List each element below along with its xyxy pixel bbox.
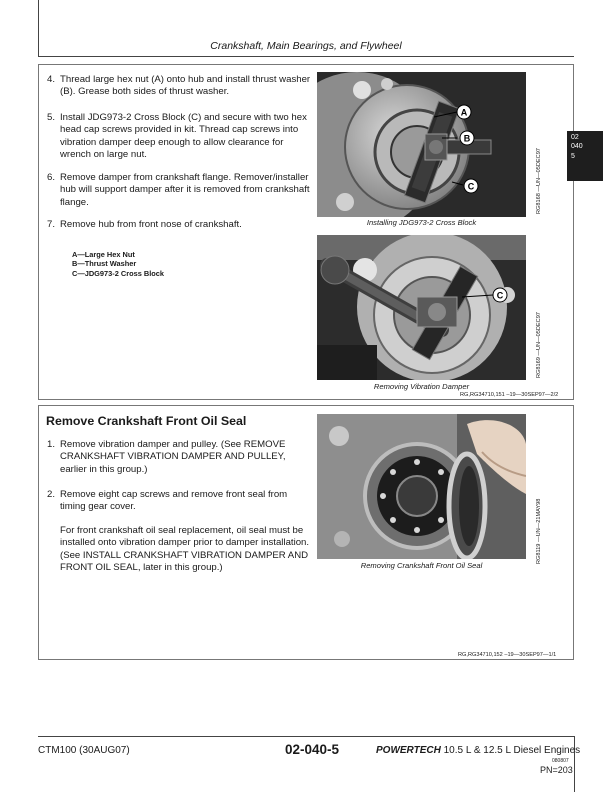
step-text: Remove hub from front nose of crankshaft.	[60, 219, 242, 230]
tab-line: 02	[571, 134, 579, 141]
print-date: 080807	[552, 758, 569, 764]
pn-number: PN=203	[540, 765, 573, 775]
engine-text: 10.5 L & 12.5 L Diesel Engines	[440, 745, 581, 756]
callout-legend	[72, 250, 164, 278]
step-number: 7.	[47, 219, 56, 230]
page-header-title: Crankshaft, Main Bearings, and Flywheel	[210, 40, 402, 52]
damper-removal-illustration	[317, 235, 526, 380]
tab-line: 040	[571, 143, 583, 151]
legend-item-a: A—Large Hex Nut	[72, 250, 135, 259]
step-text: Remove eight cap screws and remove front seal from timing gear cover.	[60, 489, 288, 513]
step-7	[47, 219, 312, 231]
step-number: 5.	[47, 112, 56, 123]
reference-code: RG,RG34710,152 –19—30SEP97—1/1	[458, 652, 557, 658]
footer-rule	[38, 736, 575, 737]
section-title: Remove Crankshaft Front Oil Seal	[46, 414, 247, 428]
tab-line: 5	[571, 152, 575, 160]
step-number: 4.	[47, 74, 56, 85]
step-5	[47, 112, 312, 162]
step-note	[47, 525, 312, 575]
page-number: 02-040-5	[285, 742, 340, 757]
photo-code: RG8169 —UN—05DEC97	[536, 312, 542, 378]
photo-code: RG8119 —UN—21MAY98	[536, 498, 542, 564]
photo-caption: Removing Vibration Damper	[373, 382, 470, 391]
step-4	[47, 74, 312, 99]
brand-name: POWERTECH	[376, 745, 441, 756]
photo-caption: Removing Crankshaft Front Oil Seal	[360, 561, 483, 570]
reference-code: RG,RG34710,151 –19—30SEP97—2/2	[460, 392, 559, 398]
photo-code: RG8168 —UN—05DEC97	[536, 148, 542, 214]
engine-title	[376, 745, 580, 756]
step-text: Install JDG973-2 Cross Block (C) and secure with two hex head cap screws provided in kit. Thread cap screws into vibration damper deep enough to allow clearance for wrench on large nut.	[60, 112, 307, 161]
note-text: For front crankshaft oil seal replacement, oil seal must be installed onto vibration damper prior to damper installation. (See INSTALL CRANKSHAFT VIBRATION DAMPER AND FRONT OIL SEAL, later in this group.)	[60, 525, 310, 574]
step-number: 6.	[47, 172, 56, 183]
photo-caption: Installing JDG973-2 Cross Block	[366, 218, 477, 227]
callout-b-label: B	[463, 133, 471, 144]
callout-c-label: C	[467, 181, 475, 192]
photo-removing-vibration-damper	[317, 235, 526, 380]
step-1	[47, 439, 312, 476]
legend-item-c: C—JDG973-2 Cross Block	[72, 268, 165, 278]
step-text: Thread large hex nut (A) onto hub and install thrust washer (B). Grease both sides of thrust washer.	[60, 74, 311, 98]
section-tab	[567, 131, 603, 181]
legend-item-b: B—Thrust Washer	[72, 259, 137, 269]
manual-id: CTM100 (30AUG07)	[38, 745, 130, 756]
cross-block-illustration	[317, 72, 526, 217]
step-text: Remove damper from crankshaft flange. Remover/installer hub will support damper after it is removed from crankshaft flange.	[60, 172, 310, 208]
step-6	[47, 172, 312, 209]
header-rule	[38, 56, 574, 57]
photo-removing-oil-seal	[317, 414, 526, 559]
photo-installing-cross-block	[317, 72, 526, 217]
step-text: Remove vibration damper and pulley. (See REMOVE CRANKSHAFT VIBRATION DAMPER AND PULLEY, earlier in this group.)	[60, 439, 286, 475]
step-number: 2.	[47, 489, 56, 500]
callout-a-label: A	[460, 107, 468, 118]
callout-c-label: C	[496, 290, 504, 301]
step-2	[47, 489, 312, 514]
step-number: 1.	[47, 439, 56, 450]
oil-seal-illustration	[317, 414, 526, 559]
